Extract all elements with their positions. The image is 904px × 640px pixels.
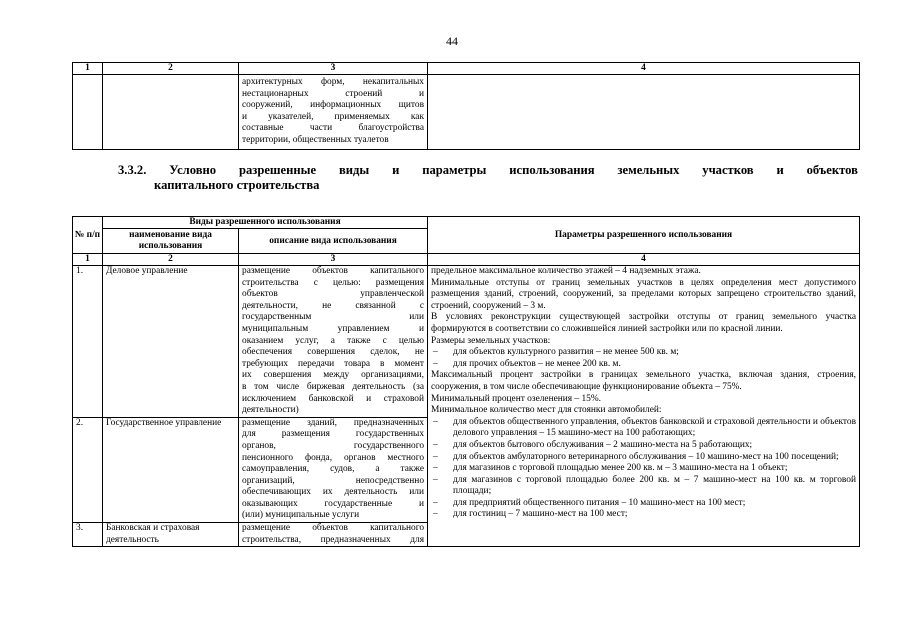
text-line: составные части благоустройства xyxy=(242,123,424,134)
column-number-row xyxy=(73,254,860,266)
row-number: 3. xyxy=(73,523,103,547)
param-list-item: – для объектов общественного управления, объектов банковской и страховой деятельности и объектов делового управления – 15 машино-мест на 100 работающих; xyxy=(431,417,856,440)
param-line: Минимальное количество мест для стоянки автомобилей: xyxy=(431,405,662,416)
param-line: Минимальные отступы от границ земельных участков в целях определения мест допустимого размещения зданий, строений, сооружений, за пределами которых запрещено строительство зданий, строений, сооружений – 3 м. xyxy=(431,277,857,311)
heading-word: земельных xyxy=(617,163,680,177)
empty-cell xyxy=(73,75,103,150)
text-line: сооружений, информационных щитов xyxy=(242,100,424,111)
row-number: 2. xyxy=(73,417,103,522)
column-number: 2 xyxy=(103,254,239,266)
column-number: 1 xyxy=(73,254,103,266)
text-line: (или) муниципальные услуги xyxy=(242,510,360,521)
use-description xyxy=(239,266,428,418)
text-line: объектов управленческой xyxy=(242,289,425,300)
table-row xyxy=(73,266,860,418)
text-line: нестационарных строений и xyxy=(242,88,424,99)
text-line: строительства, предназначенных для xyxy=(242,534,425,545)
text-line: исключением банковской и страховой xyxy=(242,393,425,404)
permitted-use-table xyxy=(72,216,860,547)
heading-word: разрешенные xyxy=(238,163,317,177)
column-number: 3 xyxy=(239,63,428,75)
heading-word: параметры xyxy=(422,163,487,177)
param-list-item: – для объектов культурного развития – не менее 500 кв. м; xyxy=(431,347,856,359)
use-name: Деловое управление xyxy=(103,266,239,418)
column-number: 3 xyxy=(239,254,428,266)
param-list-item: – для объектов бытового обслуживания – 2 машино-места на 5 работающих; xyxy=(431,440,856,452)
param-line: Размеры земельных участков: xyxy=(431,335,551,346)
column-number: 1 xyxy=(73,63,103,75)
param-list-item: – для магазинов с торговой площадью менее 200 кв. м – 3 машино-места на 1 объект; xyxy=(431,463,856,475)
param-list-item: – для прочих объектов – не менее 200 кв. м. xyxy=(431,359,856,371)
text-line: размещение зданий, предназначенных xyxy=(242,417,425,428)
param-line: Максимальный процент застройки в границах земельного участка, включая здания, строения, сооружения, в том числе обеспечивающие функционирование объекта – 75%. xyxy=(431,370,857,392)
param-line: предельное максимальное количество этажей – 4 надземных этажа. xyxy=(431,266,701,276)
table-row xyxy=(73,75,860,150)
text-line: их совершения между организациями, xyxy=(242,370,425,381)
desc-header: описание вида использования xyxy=(239,229,428,254)
text-line: государственным или xyxy=(242,312,425,323)
text-line: обеспечения совершения сделок, не xyxy=(242,347,425,358)
empty-cell xyxy=(428,75,860,150)
param-line: Минимальный процент озеленения – 15%. xyxy=(431,393,601,404)
text-line: требующих передачи товара в момент xyxy=(242,358,425,369)
column-number-row xyxy=(73,63,860,75)
param-list-item: – для магазинов с торговой площадью более 200 кв. м – 7 машино-мест на 100 кв. м торговой площади; xyxy=(431,475,856,498)
text-line: деятельности) xyxy=(242,405,299,416)
continuation-description xyxy=(239,75,428,150)
heading-word: и xyxy=(776,163,784,177)
page-number: 44 xyxy=(446,34,458,48)
text-line: муниципальным управлением и xyxy=(242,323,425,334)
param-line: В условиях реконструкции существующей застройки отступы от границ земельного участка формируются в соответствии со сложившейся линией застройки или по красной линии. xyxy=(431,312,857,334)
section-number: 3.3.2. xyxy=(118,163,147,177)
heading-word: объектов xyxy=(806,163,858,177)
empty-cell xyxy=(103,75,239,150)
text-line: самоуправления, судов, а также xyxy=(242,464,425,475)
group-header: Виды разрешенного использования xyxy=(103,217,428,229)
text-line: территории, общественных туалетов xyxy=(242,134,389,145)
text-line: обеспечивающих их деятельность или xyxy=(242,487,425,498)
text-line: размещение объектов капитального xyxy=(242,523,425,534)
text-line: в том числе биржевая деятельность (за xyxy=(242,381,425,392)
text-line: пенсионного фонда, органов местного xyxy=(242,452,425,463)
text-line: архитектурных форм, некапитальных xyxy=(242,77,424,87)
heading-word: участков xyxy=(702,163,754,177)
text-line: и указателей, применяемых как xyxy=(242,111,424,122)
heading-word: Условно xyxy=(169,163,217,177)
section-heading-line-1 xyxy=(118,163,858,178)
use-description xyxy=(239,523,428,547)
text-line: оказывающих государственные и xyxy=(242,498,425,509)
column-number: 4 xyxy=(428,63,860,75)
num-header: № п/п xyxy=(73,217,103,254)
use-name: Государственное управление xyxy=(103,417,239,522)
name-header: наименование вида использования xyxy=(103,229,239,254)
section-heading-line-2: капитального строительства xyxy=(154,178,320,192)
use-name: Банковская и страховая деятельность xyxy=(103,523,239,547)
text-line: строительства с целью: размещения xyxy=(242,277,425,288)
heading-word: и xyxy=(392,163,400,177)
row-number: 1. xyxy=(73,266,103,418)
use-description xyxy=(239,417,428,522)
param-list-item: – для объектов амбулаторного ветеринарного обслуживания – 10 машино-мест на 100 посещений; xyxy=(431,452,856,464)
heading-word: использования xyxy=(509,163,595,177)
text-line: органов, государственного xyxy=(242,440,425,451)
column-number: 4 xyxy=(428,254,860,266)
column-number: 2 xyxy=(103,63,239,75)
param-list-item: – для гостиниц – 7 машино-мест на 100 мест; xyxy=(431,509,856,521)
parameters-cell xyxy=(428,266,860,547)
header-row xyxy=(73,217,860,229)
text-line: размещение объектов капитального xyxy=(242,266,425,276)
text-line: организаций, непосредственно xyxy=(242,475,425,486)
continuation-table xyxy=(72,62,860,150)
text-line: деятельности, не связанной с xyxy=(242,300,425,311)
param-list-item: – для предприятий общественного питания – 10 машино-мест на 100 мест; xyxy=(431,498,856,510)
text-line: для размещения государственных xyxy=(242,429,425,440)
params-header: Параметры разрешенного использования xyxy=(428,217,860,254)
text-line: оказанием услуг, а также с целью xyxy=(242,335,425,346)
heading-word: виды xyxy=(338,163,370,177)
section-heading xyxy=(118,163,858,193)
